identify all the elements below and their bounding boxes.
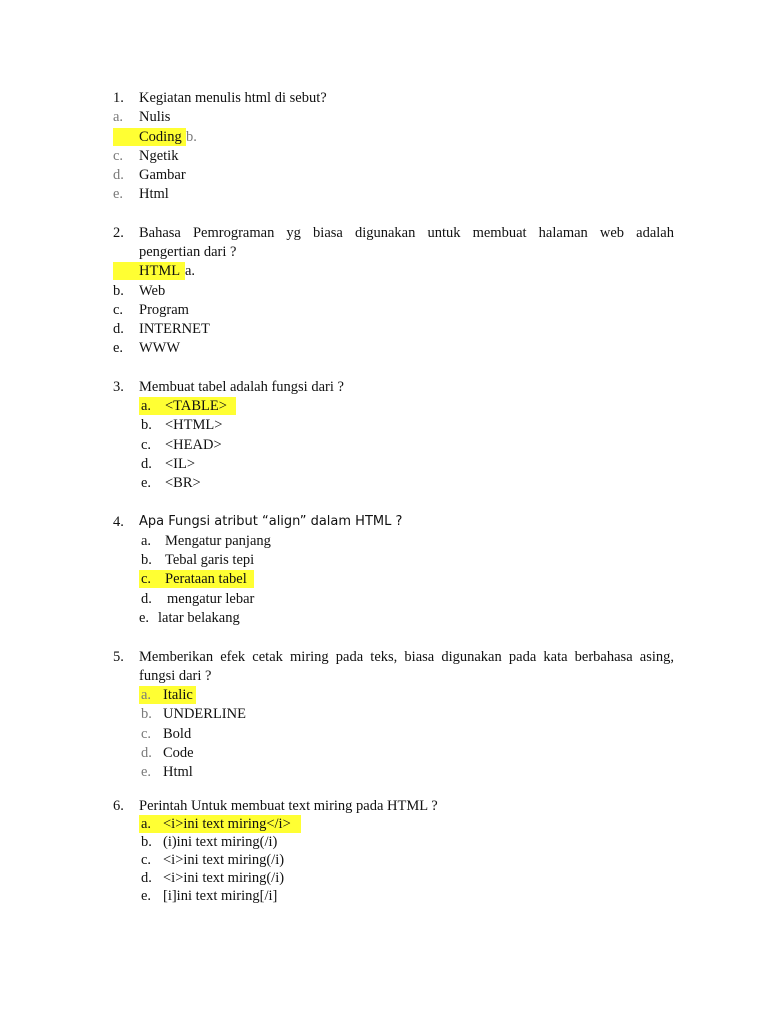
option-letter: e. (141, 475, 152, 491)
option-letter: b. (186, 129, 197, 145)
option-letter: d. (141, 591, 152, 607)
option-letter: a. (141, 687, 152, 703)
option-text: latar belakang (158, 610, 240, 626)
option-letter: a. (185, 263, 196, 279)
option-text: (i)ini text miring(/i) (163, 834, 278, 850)
option-text: <HEAD> (165, 437, 222, 453)
option-text: Nulis (139, 109, 171, 125)
option-text: Perataan tabel (165, 571, 247, 587)
option-row-correct (139, 815, 301, 833)
option-letter: c. (141, 726, 152, 742)
question-number: 2. (113, 225, 124, 241)
option-text: Bold (163, 726, 192, 742)
option-text: UNDERLINE (163, 706, 246, 722)
option-letter: a. (141, 816, 152, 832)
option-text: <i>ini text miring</i> (163, 816, 291, 832)
option-text: [i]ini text miring[/i] (163, 888, 278, 904)
option-text: Mengatur panjang (165, 533, 271, 549)
question-text-line-2: pengertian dari ? (139, 244, 237, 260)
question-text: Apa Fungsi atribut “align” dalam HTML ? (139, 514, 403, 529)
option-letter: a. (141, 533, 152, 549)
option-text: Tebal garis tepi (165, 552, 255, 568)
option-letter: b. (113, 283, 124, 299)
option-letter: b. (141, 417, 152, 433)
question-text: Membuat tabel adalah fungsi dari ? (139, 379, 344, 395)
option-text: Html (163, 764, 193, 780)
option-letter: c. (113, 302, 124, 318)
question-number: 6. (113, 798, 124, 814)
option-letter: e. (139, 610, 150, 626)
option-letter: b. (141, 706, 152, 722)
option-letter: b. (141, 834, 152, 850)
option-letter: c. (141, 571, 152, 587)
question-text-line-2: fungsi dari ? (139, 668, 212, 684)
question-number: 5. (113, 649, 124, 665)
option-text: <i>ini text miring(/i) (163, 852, 285, 868)
option-text: <TABLE> (165, 398, 227, 414)
question-text: Perintah Untuk membuat text miring pada HTML ? (139, 798, 438, 814)
option-text: <HTML> (165, 417, 223, 433)
option-letter: b. (141, 552, 152, 568)
option-letter: e. (113, 186, 124, 202)
option-letter: a. (113, 109, 124, 125)
question-text: Kegiatan menulis html di sebut? (139, 90, 327, 106)
question-text-line-1: Memberikan efek cetak miring pada teks, biasa digunakan pada kata berbahasa asing, (139, 649, 674, 665)
option-row-correct (139, 686, 196, 704)
option-letter: d. (113, 321, 124, 337)
question-number: 3. (113, 379, 124, 395)
option-letter: e. (141, 888, 152, 904)
option-letter: e. (113, 340, 124, 356)
option-letter: d. (141, 870, 152, 886)
option-letter: d. (113, 167, 124, 183)
question-text-line-1: Bahasa Pemrograman yg biasa digunakan untuk membuat halaman web adalah (139, 225, 674, 241)
option-text: INTERNET (139, 321, 210, 337)
option-letter: c. (141, 437, 152, 453)
option-text: Html (139, 186, 169, 202)
option-row-correct (139, 397, 236, 415)
option-text: Italic (163, 687, 193, 703)
option-letter: c. (113, 148, 124, 164)
option-text: HTML (139, 263, 181, 279)
option-letter: c. (141, 852, 152, 868)
option-row-correct (139, 570, 254, 588)
option-letter: a. (141, 398, 152, 414)
option-text: <BR> (165, 475, 201, 491)
option-row-correct (113, 128, 197, 146)
option-text: Coding (139, 129, 182, 145)
question-number: 4. (113, 514, 124, 530)
option-text: mengatur lebar (167, 591, 255, 607)
option-text: WWW (139, 340, 181, 356)
option-letter: d. (141, 745, 152, 761)
option-text: Gambar (139, 167, 186, 183)
option-row-correct (113, 262, 196, 280)
question-number: 1. (113, 90, 124, 106)
option-text: <i>ini text miring(/i) (163, 870, 285, 886)
option-letter: e. (141, 764, 152, 780)
option-text: Code (163, 745, 194, 761)
option-text: Ngetik (139, 148, 179, 164)
option-text: <IL> (165, 456, 196, 472)
option-letter: d. (141, 456, 152, 472)
option-text: Web (139, 283, 166, 299)
option-text: Program (139, 302, 189, 318)
